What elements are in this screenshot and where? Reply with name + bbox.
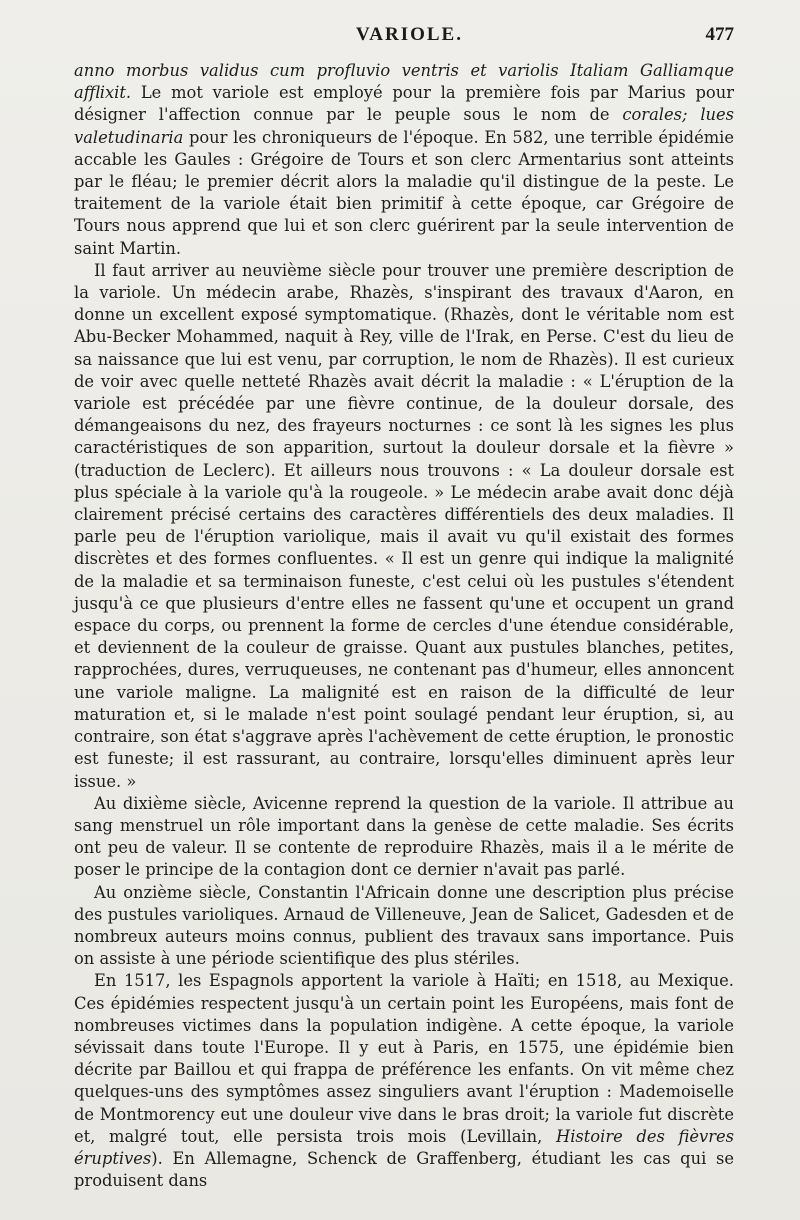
paragraph-1 (74, 60, 734, 260)
paragraph-2: Il faut arriver au neuvième siècle pour trouver une première description de la variole. Un médecin arabe, Rhazès, s'inspirant des travaux d'Aaron, en donne un excellent exposé symptomatique. (Rhazès, dont le véritable nom est Abu-Becker Mohammed, naquit à Rey, ville de l'Irak, en Perse. C'est du lieu de sa naissance que lui est venu, par corruption, le nom de Rhazès). Il est curieux de voir avec quelle netteté Rhazès avait décrit la maladie : « L'éruption de la variole est précédée par une fièvre continue, de la douleur dorsale, des démangeaisons du nez, des frayeurs nocturnes : ce sont là les signes les plus caractéristiques de son apparition, surtout la douleur dorsale et la fièvre » (traduction de Leclerc). Et ailleurs nous trouvons : « La douleur dorsale est plus spéciale à la variole qu'à la rougeole. » Le médecin arabe avait donc déjà clairement précisé certains des caractères différentiels des deux maladies. Il parle peu de l'éruption variolique, mais il avait vu qu'il existait des formes discrètes et des formes confluentes. « Il est un genre qui indique la malignité de la maladie et sa terminaison funeste, c'est celui où les pustules s'étendent jusqu'à ce que plusieurs d'entre elles ne fassent qu'une et occupent un grand espace du corps, ou prennent la forme de cercles d'une étendue considérable, et deviennent de la couleur de graisse. Quant aux pustules blanches, petites, rapprochées, dures, verruqueuses, ne contenant pas d'humeur, elles annoncent une variole maligne. La malignité est en raison de la difficulté de leur maturation et, si le malade n'est point soulagé pendant leur éruption, si, au contraire, son état s'aggrave après l'achèvement de cette éruption, le pronostic est funeste; il est rassurant, au contraire, lorsqu'elles diminuent après leur issue. » (74, 260, 734, 791)
paragraph-1-text-a: Le mot variole est employé pour la première fois par Marius pour désigner l'affection connue par le peuple sous le nom de (74, 83, 734, 125)
italic-term-corales: corales; lues valetudinaria (74, 105, 734, 147)
page-header (0, 24, 800, 54)
paragraph-5 (74, 970, 734, 1192)
page-number: 477 (705, 24, 734, 45)
body-text (74, 60, 734, 1192)
italic-book-title: Histoire des fièvres éruptives (74, 1126, 734, 1168)
paragraph-5-text-a: En 1517, les Espagnols apportent la variole à Haïti; en 1518, au Mexique. Ces épidémies respectent jusqu'à un certain point les Européens, mais font de nombreuses victimes dans la population indigène. A cette époque, la variole sévissait dans toute l'Europe. Il y eut à Paris, en 1575, une épidémie bien décrite par Baillou et qui frappa de préférence les enfants. On vit même chez quelques-uns des symptômes assez singuliers avant l'éruption : Mademoiselle de Montmorency eut une douleur vive dans le bras droit; la variole fut discrète et, malgré tout, elle persista trois mois (Levillain, (74, 971, 734, 1146)
running-title: VARIOLE. (356, 24, 463, 45)
latin-quote: anno morbus validus cum profluvio ventris et variolis Italiam Galliamque afflixit. (74, 61, 734, 103)
paragraph-4: Au onzième siècle, Constantin l'Africain donne une description plus précise des pustules varioliques. Arnaud de Villeneuve, Jean de Salicet, Gadesden et de nombreux auteurs moins connus, publient des travaux sans importance. Puis on assiste à une période scientifique des plus stériles. (74, 882, 734, 969)
paragraph-1-text-b: pour les chroniqueurs de l'époque. En 582, une terrible épidémie accable les Gaules : Grégoire de Tours et son clerc Armentarius sont atteints par le fléau; le premier décrit alors la maladie qu'il distingue de la peste. Le traitement de la variole était bien primitif à cette époque, car Grégoire de Tours nous apprend que lui et son clerc guérirent par la seule intervention de saint Martin. (74, 127, 734, 258)
paragraph-5-text-b: ). En Allemagne, Schenck de Graffenberg, étudiant les cas qui se produisent dans (74, 1148, 734, 1191)
paragraph-3: Au dixième siècle, Avicenne reprend la question de la variole. Il attribue au sang menstruel un rôle important dans la genèse de cette maladie. Ses écrits ont peu de valeur. Il se contente de reproduire Rhazès, mais il a le mérite de poser le principe de la contagion dont ce dernier n'avait pas parlé. (74, 793, 734, 880)
